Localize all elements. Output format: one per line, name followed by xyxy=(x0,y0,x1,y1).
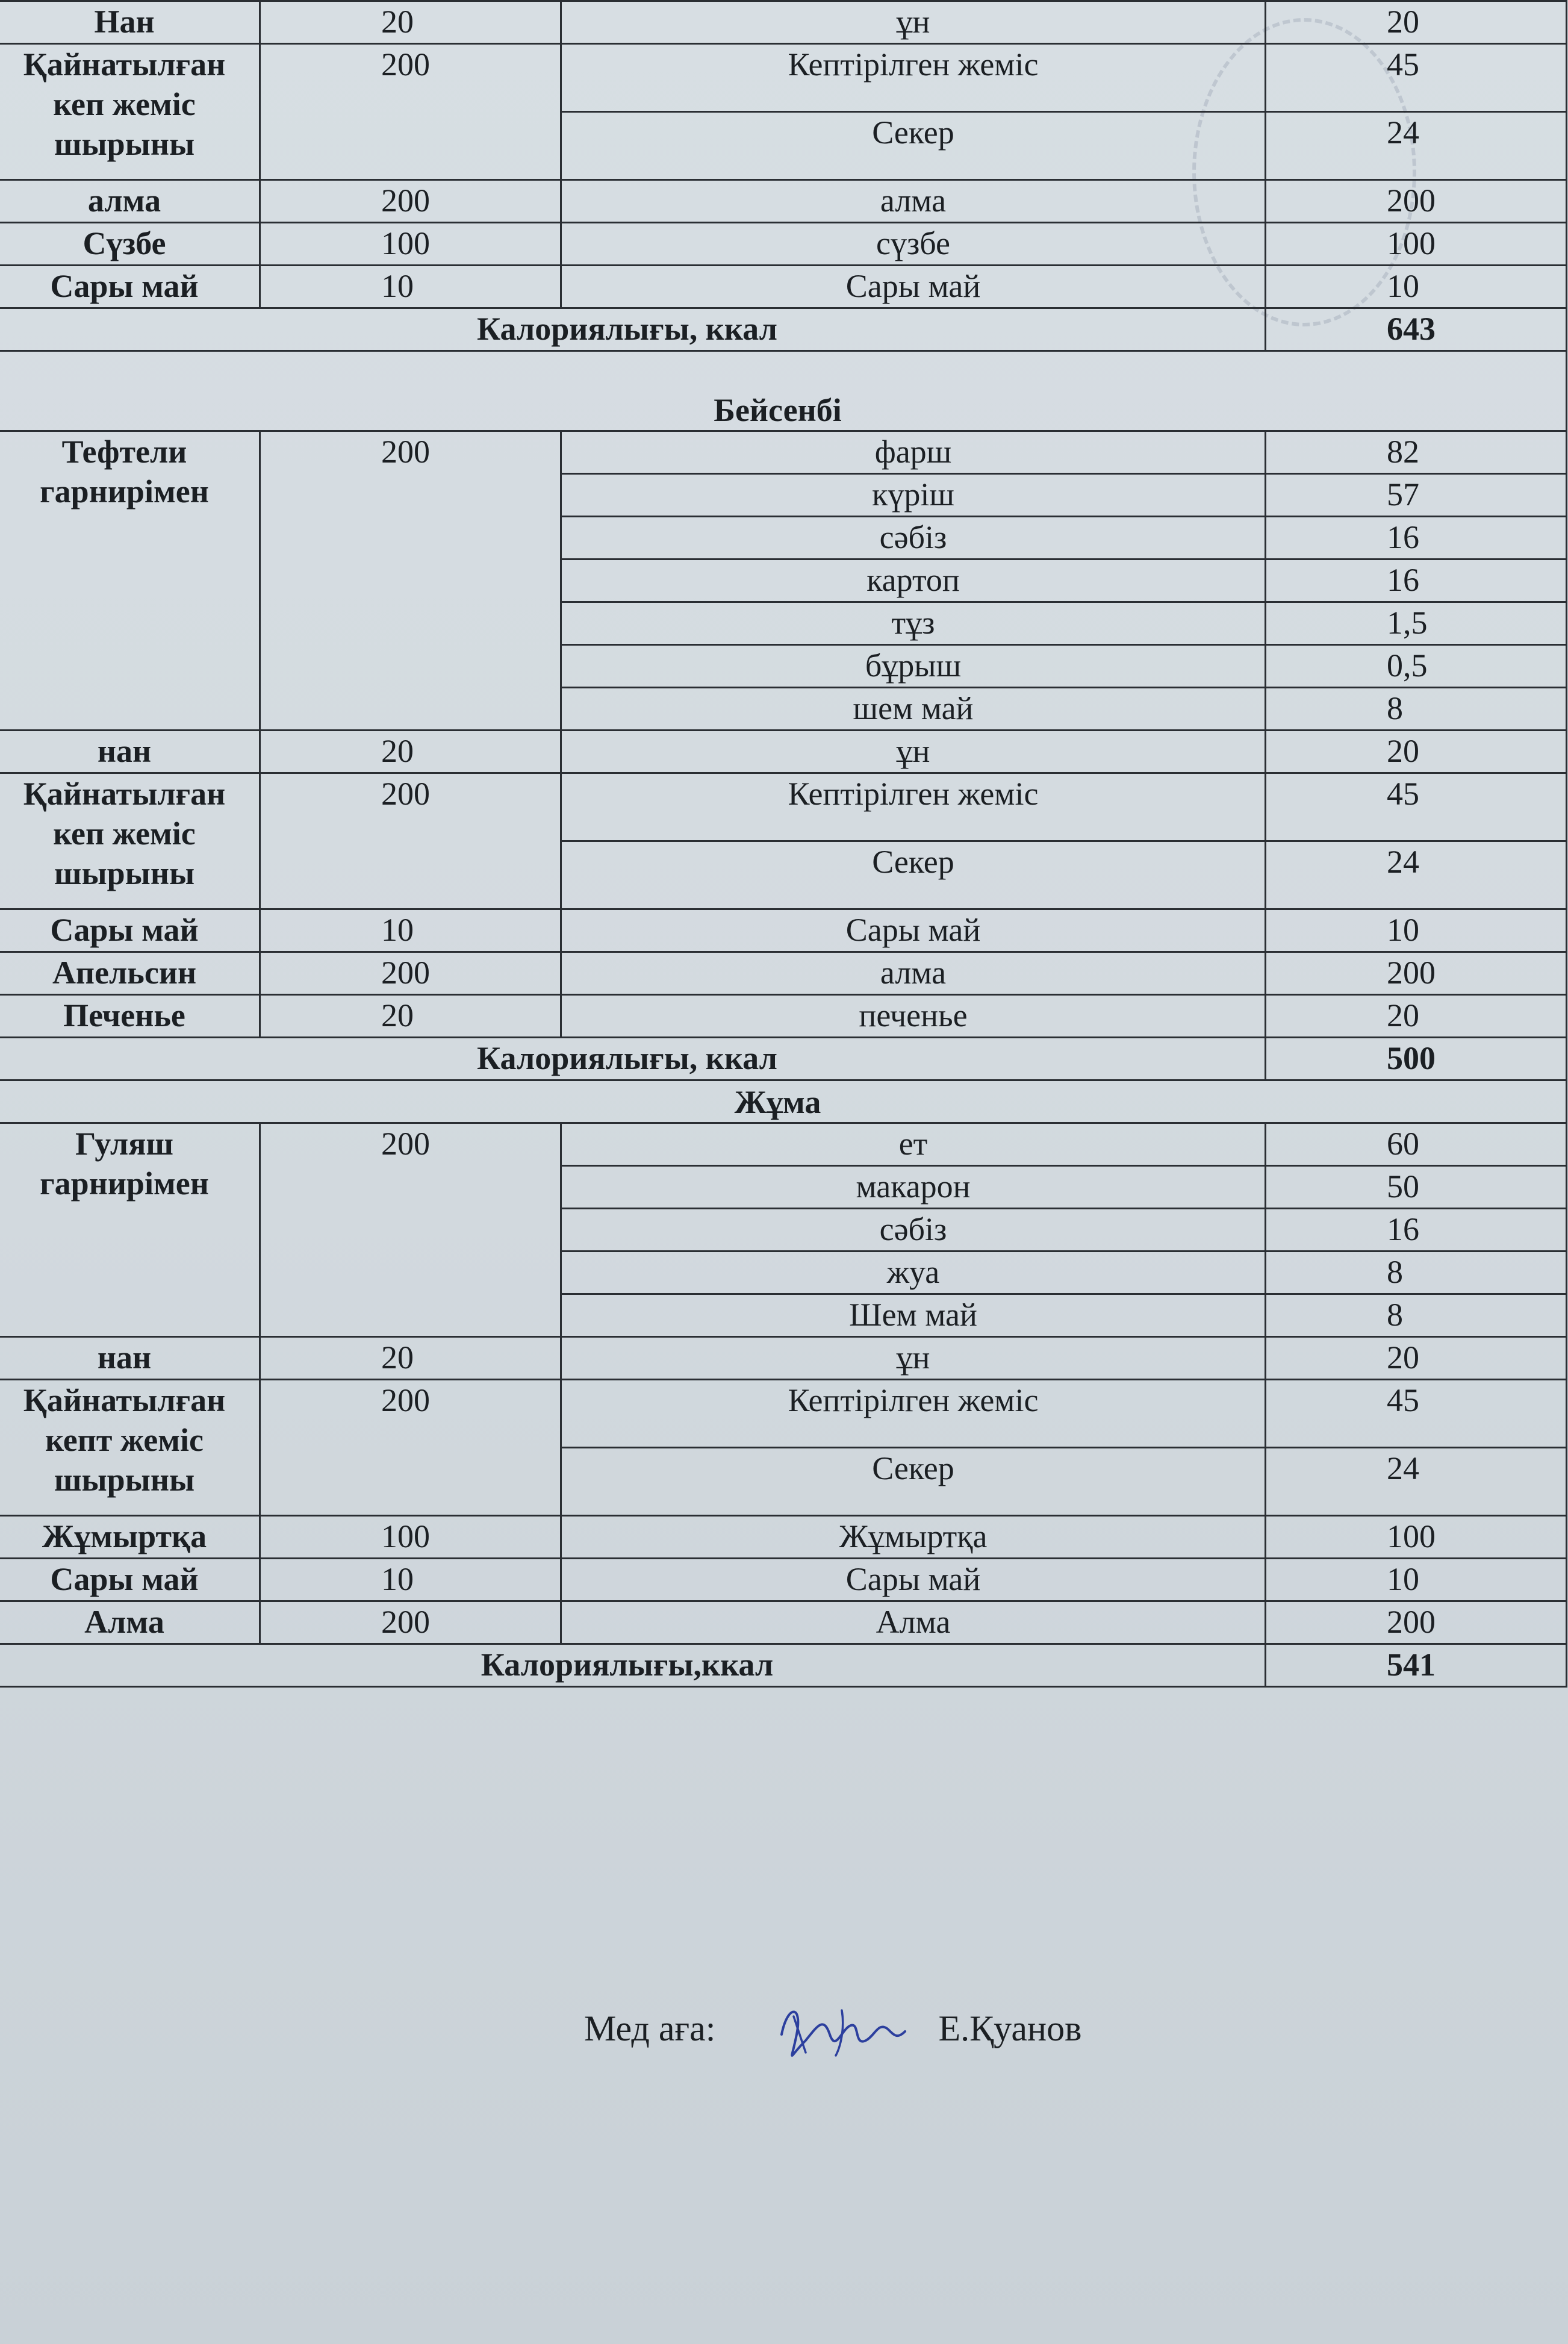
ingredient-name-cell: шем май xyxy=(561,688,1266,731)
ingredient-weight-cell: 100 xyxy=(1266,223,1567,266)
signature-label: Мед аға: xyxy=(584,2008,716,2048)
day-header: Бейсенбі xyxy=(0,351,1567,431)
ingredient-name-cell: Алма xyxy=(561,1601,1266,1644)
dish-name-cell: Алма xyxy=(0,1601,260,1644)
day-header-row xyxy=(0,1080,1567,1123)
table-row xyxy=(0,223,1567,266)
ingredient-name-cell: сәбіз xyxy=(561,517,1266,560)
ingredient-weight-cell: 8 xyxy=(1266,1251,1567,1294)
portion-cell: 200 xyxy=(260,1601,561,1644)
ingredient-name-cell: алма xyxy=(561,180,1266,223)
dish-name-cell: Сары май xyxy=(0,266,260,308)
table-row xyxy=(0,1559,1567,1601)
ingredient-weight-cell: 50 xyxy=(1266,1166,1567,1209)
dish-name-cell: Гуляш гарнирімен xyxy=(0,1123,260,1337)
ingredient-weight-cell: 20 xyxy=(1266,995,1567,1038)
calorie-total-row xyxy=(0,308,1567,351)
portion-cell: 10 xyxy=(260,1559,561,1601)
ingredient-name-cell: Жұмыртқа xyxy=(561,1516,1266,1559)
ingredient-weight-cell: 20 xyxy=(1266,731,1567,773)
table-row xyxy=(0,909,1567,952)
calorie-total-value: 643 xyxy=(1266,308,1567,351)
ingredient-weight-cell: 24 xyxy=(1266,841,1567,909)
ingredient-name-cell: тұз xyxy=(561,602,1266,645)
ingredient-name-cell: ет xyxy=(561,1123,1266,1166)
dish-name-cell: Жұмыртқа xyxy=(0,1516,260,1559)
ingredient-weight-cell: 57 xyxy=(1266,474,1567,517)
ingredient-weight-cell: 45 xyxy=(1266,1380,1567,1448)
signature-line xyxy=(584,1992,1081,2065)
ingredient-weight-cell: 45 xyxy=(1266,44,1567,112)
ingredient-name-cell: күріш xyxy=(561,474,1266,517)
ingredient-weight-cell: 200 xyxy=(1266,952,1567,995)
ingredient-name-cell: Кептірілген жеміс xyxy=(561,1380,1266,1448)
ingredient-weight-cell: 16 xyxy=(1266,560,1567,602)
portion-cell: 200 xyxy=(260,431,561,731)
ingredient-name-cell: ұн xyxy=(561,731,1266,773)
dish-name-cell: нан xyxy=(0,1337,260,1380)
table-row xyxy=(0,44,1567,112)
dish-name-cell: алма xyxy=(0,180,260,223)
table-row xyxy=(0,1516,1567,1559)
portion-cell: 20 xyxy=(260,1337,561,1380)
ingredient-weight-cell: 8 xyxy=(1266,688,1567,731)
ingredient-name-cell: макарон xyxy=(561,1166,1266,1209)
ingredient-weight-cell: 16 xyxy=(1266,1209,1567,1251)
portion-cell: 200 xyxy=(260,1380,561,1516)
ingredient-name-cell: Секер xyxy=(561,841,1266,909)
portion-cell: 20 xyxy=(260,995,561,1038)
portion-cell: 200 xyxy=(260,952,561,995)
ingredient-name-cell: ұн xyxy=(561,1337,1266,1380)
ingredient-name-cell: сәбіз xyxy=(561,1209,1266,1251)
signature-name: Е.Қуанов xyxy=(938,2008,1082,2048)
ingredient-weight-cell: 1,5 xyxy=(1266,602,1567,645)
ingredient-name-cell: Сары май xyxy=(561,1559,1266,1601)
calorie-total-value: 541 xyxy=(1266,1644,1567,1687)
portion-cell: 10 xyxy=(260,909,561,952)
dish-name-cell: Тефтели гарнирімен xyxy=(0,431,260,731)
table-row xyxy=(0,1380,1567,1448)
dish-name-cell: Қайнатылған кепт жеміс шырыны xyxy=(0,1380,260,1516)
portion-cell: 200 xyxy=(260,1123,561,1337)
table-row xyxy=(0,995,1567,1038)
ingredient-weight-cell: 45 xyxy=(1266,773,1567,841)
ingredient-name-cell: алма xyxy=(561,952,1266,995)
ingredient-weight-cell: 10 xyxy=(1266,1559,1567,1601)
dish-name-cell: Сары май xyxy=(0,1559,260,1601)
ingredient-weight-cell: 8 xyxy=(1266,1294,1567,1337)
day-header-row xyxy=(0,351,1567,431)
ingredient-weight-cell: 24 xyxy=(1266,1448,1567,1516)
portion-cell: 10 xyxy=(260,266,561,308)
dish-name-cell: Қайнатылған кеп жеміс шырыны xyxy=(0,44,260,180)
ingredient-name-cell: Сары май xyxy=(561,909,1266,952)
ingredient-weight-cell: 200 xyxy=(1266,180,1567,223)
ingredient-weight-cell: 0,5 xyxy=(1266,645,1567,688)
day-header: Жұма xyxy=(0,1080,1567,1123)
calorie-total-row xyxy=(0,1038,1567,1080)
dish-name-cell: нан xyxy=(0,731,260,773)
ingredient-weight-cell: 10 xyxy=(1266,266,1567,308)
dish-name-cell: Печенье xyxy=(0,995,260,1038)
dish-name-cell: Апельсин xyxy=(0,952,260,995)
table-row xyxy=(0,180,1567,223)
portion-cell: 200 xyxy=(260,44,561,180)
calorie-total-row xyxy=(0,1644,1567,1687)
portion-cell: 20 xyxy=(260,731,561,773)
calorie-total-value: 500 xyxy=(1266,1038,1567,1080)
ingredient-name-cell: печенье xyxy=(561,995,1266,1038)
ingredient-name-cell: картоп xyxy=(561,560,1266,602)
dish-name-cell: Қайнатылған кеп жеміс шырыны xyxy=(0,773,260,909)
ingredient-name-cell: фарш xyxy=(561,431,1266,474)
ingredient-name-cell: Кептірілген жеміс xyxy=(561,44,1266,112)
calorie-total-label: Калориялығы, ккал xyxy=(0,1038,1266,1080)
ingredient-name-cell: Секер xyxy=(561,1448,1266,1516)
ingredient-weight-cell: 10 xyxy=(1266,909,1567,952)
ingredient-name-cell: Секер xyxy=(561,112,1266,180)
ingredient-name-cell: бұрыш xyxy=(561,645,1266,688)
table-row xyxy=(0,1123,1567,1166)
table-row xyxy=(0,1337,1567,1380)
dish-name-cell: Сары май xyxy=(0,909,260,952)
portion-cell: 200 xyxy=(260,180,561,223)
portion-cell: 100 xyxy=(260,1516,561,1559)
calorie-total-label: Калориялығы,ккал xyxy=(0,1644,1266,1687)
ingredient-name-cell: Шем май xyxy=(561,1294,1266,1337)
dish-name-cell: Сүзбе xyxy=(0,223,260,266)
portion-cell: 200 xyxy=(260,773,561,909)
portion-cell: 100 xyxy=(260,223,561,266)
dish-name-cell: Нан xyxy=(0,1,260,44)
ingredient-weight-cell: 100 xyxy=(1266,1516,1567,1559)
ingredient-name-cell: ұн xyxy=(561,1,1266,44)
ingredient-weight-cell: 16 xyxy=(1266,517,1567,560)
table-row xyxy=(0,266,1567,308)
ingredient-name-cell: Кептірілген жеміс xyxy=(561,773,1266,841)
ingredient-weight-cell: 82 xyxy=(1266,431,1567,474)
portion-cell: 20 xyxy=(260,1,561,44)
table-row xyxy=(0,731,1567,773)
table-row xyxy=(0,1601,1567,1644)
handwritten-signature xyxy=(770,1992,908,2065)
ingredient-name-cell: сүзбе xyxy=(561,223,1266,266)
ingredient-weight-cell: 24 xyxy=(1266,112,1567,180)
ingredient-weight-cell: 20 xyxy=(1266,1337,1567,1380)
ingredient-weight-cell: 20 xyxy=(1266,1,1567,44)
table-row xyxy=(0,431,1567,474)
table-row xyxy=(0,952,1567,995)
ingredient-weight-cell: 200 xyxy=(1266,1601,1567,1644)
ingredient-name-cell: жуа xyxy=(561,1251,1266,1294)
table-row xyxy=(0,773,1567,841)
calorie-total-label: Калориялығы, ккал xyxy=(0,308,1266,351)
ingredient-weight-cell: 60 xyxy=(1266,1123,1567,1166)
ingredient-name-cell: Сары май xyxy=(561,266,1266,308)
table-row xyxy=(0,1,1567,44)
